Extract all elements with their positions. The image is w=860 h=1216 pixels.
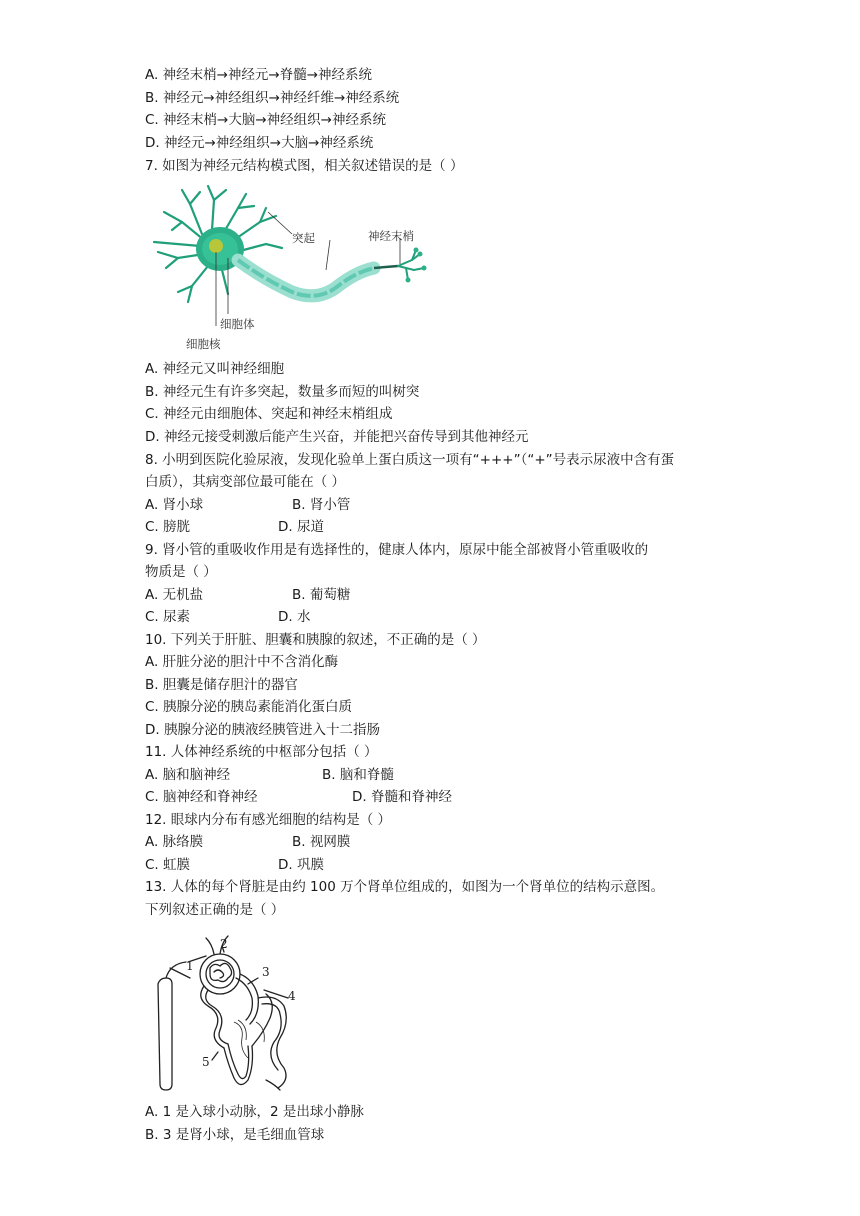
q12-stem: 12. 眼球内分布有感光细胞的结构是（ ） [145,812,392,828]
label-cell-body: 细胞体 [220,317,255,331]
q10-option-d: D. 胰腺分泌的胰液经胰管进入十二指肠 [145,722,380,738]
q13-stem-line1: 13. 人体的每个肾脏是由约 100 万个肾单位组成的，如图为一个肾单位的结构示意图。 [145,879,665,895]
q12-option-b: B. 视网膜 [292,834,351,850]
nephron-diagram [148,934,308,1094]
q13-stem-line2: 下列叙述正确的是（ ） [145,902,285,918]
q6-option-a: A. 神经末梢→神经元→脊髓→神经系统 [145,67,373,83]
q12-option-d: D. 巩膜 [278,857,324,873]
q6-option-b: B. 神经元→神经组织→神经纤维→神经系统 [145,90,400,106]
q8-stem-line2: 白质），其病变部位最可能在（ ） [145,474,346,490]
q8-option-c: C. 膀胱 [145,519,191,535]
q8-stem-line1: 8. 小明到医院化验尿液，发现化验单上蛋白质这一项有“+++”（“+”号表示尿液中含有蛋 [145,452,675,468]
q6-option-c: C. 神经末梢→大脑→神经组织→神经系统 [145,112,386,128]
q9-option-c: C. 尿素 [145,609,191,625]
q11-option-c: C. 脑神经和脊神经 [145,789,258,805]
neuron-diagram [142,182,442,354]
nephron-label-4: 4 [288,989,296,1003]
q12-option-c: C. 虹膜 [145,857,191,873]
label-nucleus: 细胞核 [186,337,221,351]
q10-stem: 10. 下列关于肝脏、胆囊和胰腺的叙述，不正确的是（ ） [145,632,486,648]
q13-option-a: A. 1 是入球小动脉，2 是出球小静脉 [145,1104,364,1120]
q6-option-d: D. 神经元→神经组织→大脑→神经系统 [145,135,374,151]
q12-option-a: A. 脉络膜 [145,834,204,850]
q11-option-a: A. 脑和脑神经 [145,767,231,783]
nephron-label-3: 3 [262,965,270,979]
q9-option-d: D. 水 [278,609,311,625]
nephron-label-1: 1 [186,959,194,973]
q7-option-c: C. 神经元由细胞体、突起和神经末梢组成 [145,406,393,422]
q10-option-c: C. 胰腺分泌的胰岛素能消化蛋白质 [145,699,353,715]
q9-stem-line1: 9. 肾小管的重吸收作用是有选择性的，健康人体内，原尿中能全部被肾小管重吸收的 [145,542,649,558]
q10-option-a: A. 肝脏分泌的胆汁中不含消化酶 [145,654,339,670]
q9-stem-line2: 物质是（ ） [145,564,217,580]
q11-option-b: B. 脑和脊髓 [322,767,394,783]
q7-option-a: A. 神经元又叫神经细胞 [145,361,285,377]
q7-option-d: D. 神经元接受刺激后能产生兴奋，并能把兴奋传导到其他神经元 [145,429,529,445]
q7-option-b: B. 神经元生有许多突起，数量多而短的叫树突 [145,384,420,400]
nephron-label-2: 2 [220,937,228,951]
q8-option-d: D. 尿道 [278,519,324,535]
q9-option-b: B. 葡萄糖 [292,587,351,603]
label-process: 突起 [292,231,315,245]
q8-option-a: A. 肾小球 [145,497,204,513]
q11-stem: 11. 人体神经系统的中枢部分包括（ ） [145,744,378,760]
q7-stem: 7. 如图为神经元结构模式图，相关叙述错误的是（ ） [145,158,464,174]
label-nerve-ending: 神经末梢 [368,229,414,243]
q9-option-a: A. 无机盐 [145,587,204,603]
q11-option-d: D. 脊髓和脊神经 [352,789,452,805]
q8-option-b: B. 肾小管 [292,497,351,513]
q10-option-b: B. 胆囊是储存胆汁的器官 [145,677,298,693]
q13-option-b: B. 3 是肾小球，是毛细血管球 [145,1127,325,1143]
nephron-label-5: 5 [202,1055,210,1069]
